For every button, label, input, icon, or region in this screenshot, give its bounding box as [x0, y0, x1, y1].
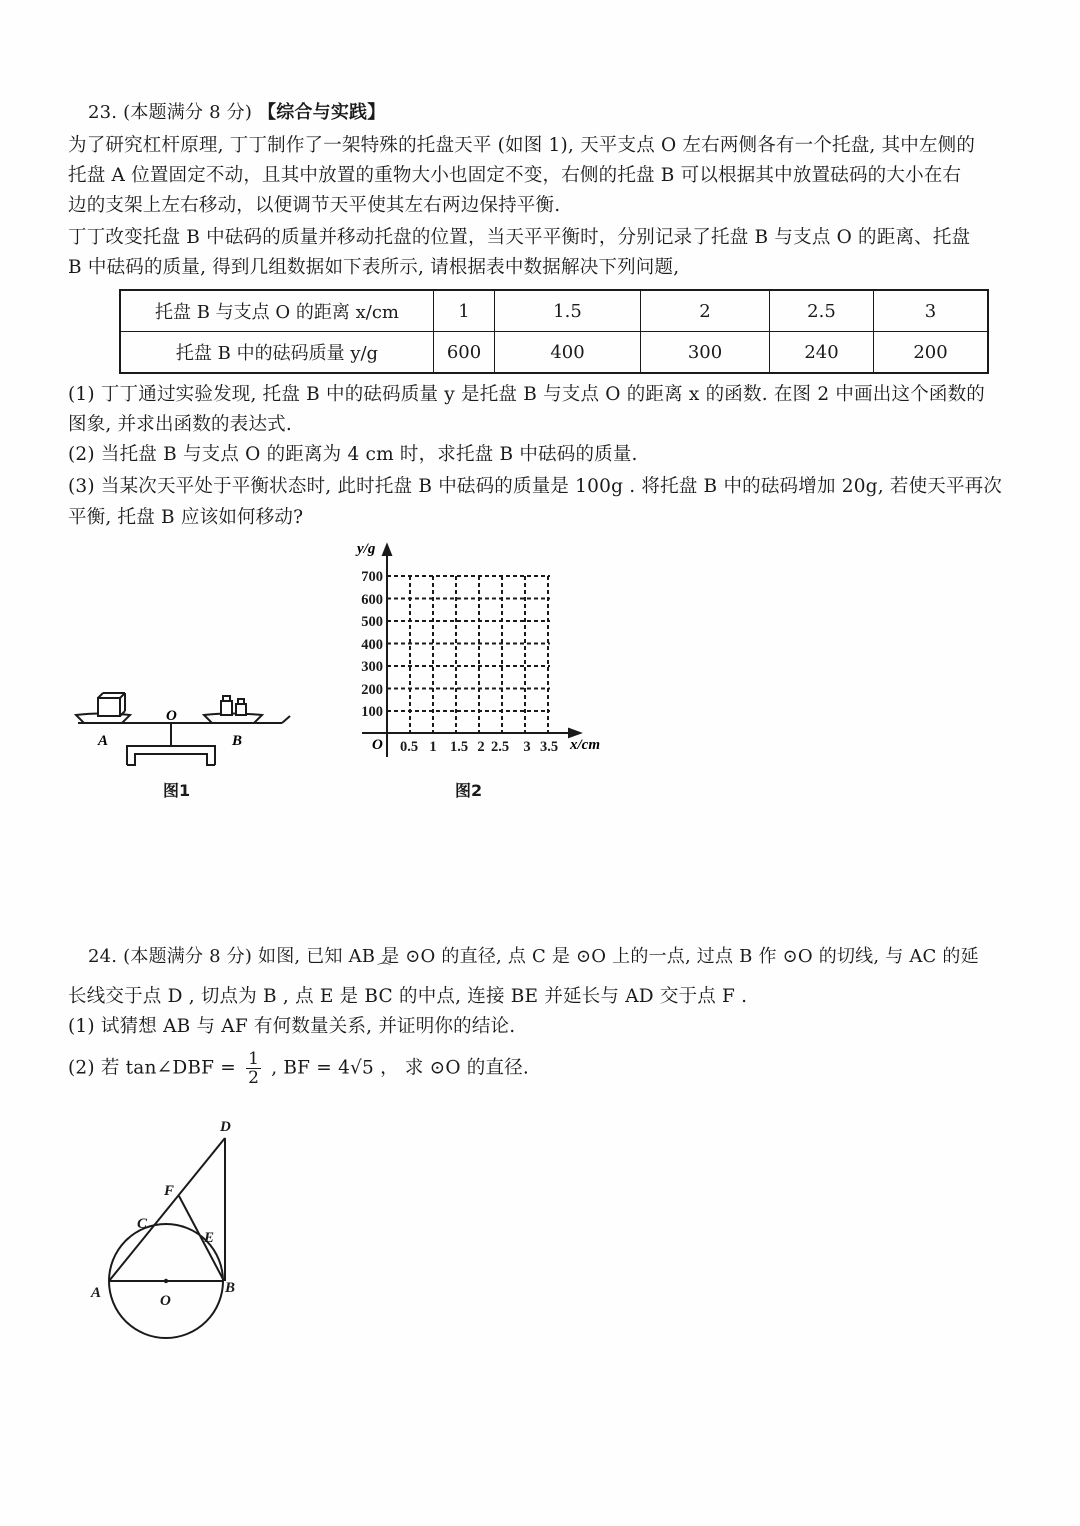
- label-e: E: [204, 1230, 215, 1246]
- q24-q2-suffix: , BF = 4√5 ， 求 ⊙O 的直径.: [271, 1057, 529, 1079]
- line-ad: [109, 1138, 225, 1281]
- q23-intro-line: 边的支架上左右移动，以便调节天平使其左右两边保持平衡.: [68, 195, 561, 216]
- table-cell: 240: [770, 332, 874, 374]
- y-tick-label: 700: [361, 569, 383, 585]
- q23-question-line: (2) 当托盘 B 与支点 O 的距离为 4 cm 时，求托盘 B 中砝码的质量.: [68, 444, 638, 465]
- x-axis-label: x/cm: [570, 737, 600, 753]
- label-c: C: [137, 1216, 148, 1232]
- table-cell: 1.5: [495, 290, 641, 332]
- y-tick-label: 600: [361, 592, 383, 608]
- x-tick-label: 1: [429, 739, 437, 755]
- x-tick-label: 3: [523, 739, 531, 755]
- q24-question-2: [68, 1050, 529, 1087]
- label-a: A: [91, 1285, 102, 1301]
- grid-lines: [387, 576, 550, 733]
- table-cell: 2.5: [770, 290, 874, 332]
- table-row-header: 托盘 B 中的砝码质量 y/g: [120, 332, 434, 374]
- q23-question-line: (1) 丁丁通过实验发现, 托盘 B 中的砝码质量 y 是托盘 B 与支点 O 的距离 x 的函数. 在图 2 中画出这个函数的: [68, 384, 985, 405]
- table-row: [120, 290, 988, 332]
- fig1-label-a: A: [98, 733, 109, 749]
- fraction-denominator: 2: [248, 1068, 260, 1088]
- y-axis-arrow-icon: [383, 545, 391, 555]
- table-cell: 1: [434, 290, 495, 332]
- origin-label: O: [372, 737, 383, 753]
- q23-intro-line: 为了研究杠杆原理, 丁丁制作了一架特殊的托盘天平 (如图 1), 天平支点 O 左右两侧各有一个托盘, 其中左侧的: [68, 135, 976, 156]
- y-axis-label: y/g: [357, 541, 376, 557]
- y-tick-label: 300: [361, 659, 383, 675]
- q23-intro-line: B 中砝码的质量, 得到几组数据如下表所示, 请根据表中数据解决下列问题,: [68, 257, 680, 278]
- arc-mark: ⌒: [377, 963, 392, 979]
- balance-scale-figure: [70, 690, 300, 780]
- y-tick-label: 100: [361, 704, 383, 720]
- table-row: [120, 332, 988, 374]
- figure1-caption: 图1: [163, 781, 191, 800]
- label-f: F: [164, 1183, 175, 1199]
- y-tick-label: 200: [361, 682, 383, 698]
- q23-score: (本题满分 8 分): [123, 102, 253, 123]
- q23-header: [88, 98, 385, 128]
- table-cell: 600: [434, 332, 495, 374]
- label-d: D: [220, 1119, 231, 1135]
- q24-score: (本题满分 8 分): [123, 946, 253, 967]
- line-bf: [179, 1196, 224, 1281]
- x-tick-label: 2.5: [490, 739, 510, 755]
- x-tick-label: 1.5: [449, 739, 469, 755]
- q23-question-line: 平衡, 托盘 B 应该如何移动?: [68, 507, 304, 528]
- q24-intro-line: 如图, 已知 AB 是 ⊙O 的直径, 点 C 是 ⊙O 上的一点, 过点 B 作 ⊙O 的切线, 与 AC 的延: [258, 946, 979, 967]
- q24-number: 24.: [88, 946, 118, 967]
- label-o: O: [160, 1293, 171, 1309]
- label-b: B: [225, 1280, 236, 1296]
- q23-question-line: 图象, 并求出函数的表达式.: [68, 414, 292, 435]
- table-cell: 400: [495, 332, 641, 374]
- x-axis-arrow-icon: [569, 729, 580, 737]
- table-cell: 200: [874, 332, 989, 374]
- table-cell: 300: [641, 332, 770, 374]
- fig1-label-b: B: [232, 733, 243, 749]
- y-tick-label: 500: [361, 614, 383, 630]
- data-table: [119, 289, 989, 374]
- fraction-numerator: 1: [248, 1049, 260, 1069]
- coordinate-grid-figure: [340, 535, 620, 775]
- q24-q2-prefix: (2) 若 tan∠DBF =: [68, 1057, 236, 1079]
- circle-geometry-figure: [80, 1108, 260, 1348]
- x-tick-label: 0.5: [399, 739, 419, 755]
- fraction: [246, 1050, 261, 1087]
- x-tick-label: 3.5: [539, 739, 559, 755]
- q23-intro-line: 托盘 A 位置固定不动，且其中放置的重物大小也固定不变，右侧的托盘 B 可以根据其中放置砝码的大小在右: [68, 165, 962, 186]
- y-tick-label: 400: [361, 637, 383, 653]
- q23-intro-line: 丁丁改变托盘 B 中砝码的质量并移动托盘的位置，当天平平衡时，分别记录了托盘 B 与支点 O 的距离、托盘: [68, 227, 971, 248]
- q24-question-line: (1) 试猜想 AB 与 AF 有何数量关系, 并证明你的结论.: [68, 1016, 516, 1037]
- q24-header: [88, 942, 979, 972]
- figure2-caption: 图2: [455, 781, 483, 800]
- q23-number: 23.: [88, 102, 118, 123]
- table-row-header: 托盘 B 与支点 O 的距离 x/cm: [120, 290, 434, 332]
- table-cell: 3: [874, 290, 989, 332]
- q24-intro-line: 长线交于点 D , 切点为 B , 点 E 是 BC 的中点, 连接 BE 并延长与 AD 交于点 F .: [68, 986, 748, 1007]
- q23-tag: 【综合与实践】: [258, 102, 386, 123]
- center-point: [164, 1279, 168, 1283]
- table-cell: 2: [641, 290, 770, 332]
- x-tick-label: 2: [477, 739, 485, 755]
- fig1-label-o: O: [166, 708, 177, 724]
- q23-question-line: (3) 当某次天平处于平衡状态时, 此时托盘 B 中砝码的质量是 100g . 将托盘 B 中的砝码增加 20g, 若使天平再次: [68, 476, 1003, 497]
